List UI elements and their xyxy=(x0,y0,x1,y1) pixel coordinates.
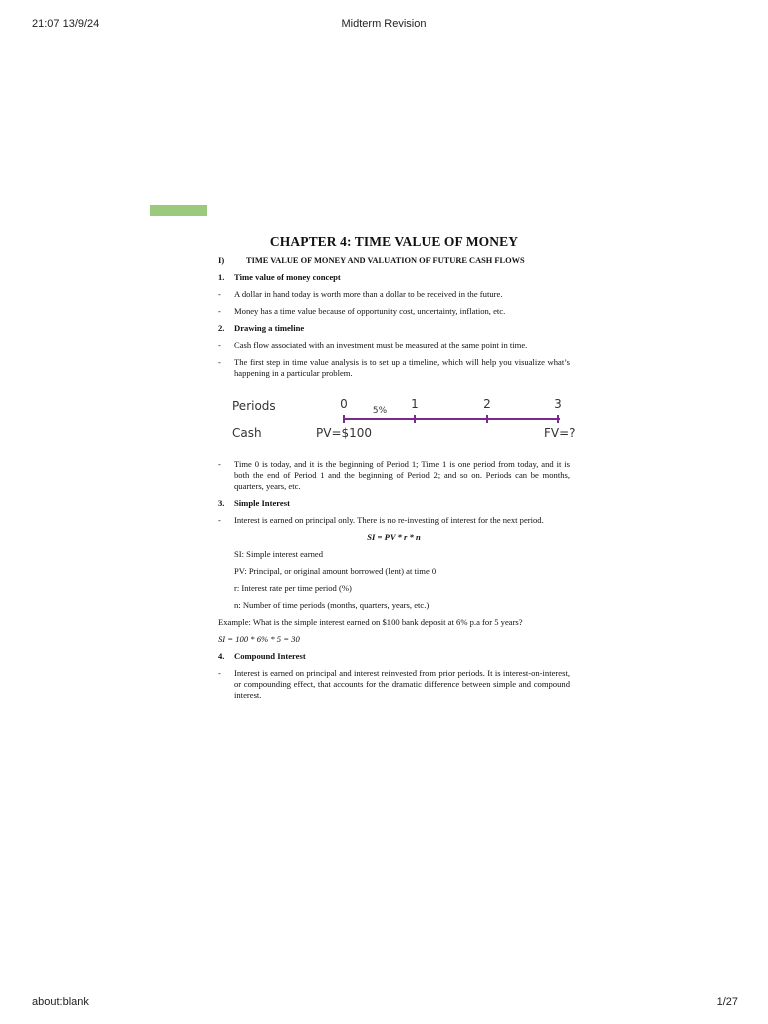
simple-interest-formula: SI = PV * r * n xyxy=(367,532,421,542)
bullet-item xyxy=(218,515,570,526)
section-heading-3 xyxy=(218,498,570,509)
bullet-item xyxy=(218,668,570,701)
bullet-text: Money has a time value because of opportunity cost, uncertainty, inflation, etc. xyxy=(234,306,506,316)
timeline-axis-line xyxy=(343,418,560,420)
part-marker: I) xyxy=(218,255,225,265)
section-marker: 3. xyxy=(218,498,225,508)
section-heading-1 xyxy=(218,272,570,283)
timeline-rate: 5% xyxy=(372,406,388,416)
section-heading-2 xyxy=(218,323,570,334)
bullet-marker: - xyxy=(218,459,221,469)
bullet-text: Cash flow associated with an investment must be measured at the same point in time. xyxy=(234,340,528,350)
timeline-periods-label: Periods xyxy=(232,399,276,413)
section-title: Simple Interest xyxy=(234,498,290,508)
bullet-text: The first step in time value analysis is to set up a timeline, which will help you visualize what’s happening in a particular problem. xyxy=(234,357,570,378)
document-body xyxy=(218,236,570,707)
section-marker: 4. xyxy=(218,651,225,661)
timeline-pv: PV=$100 xyxy=(316,426,373,440)
section-heading-4 xyxy=(218,651,570,662)
part-heading xyxy=(218,255,570,266)
bullet-marker: - xyxy=(218,289,221,299)
bullet-marker: - xyxy=(218,306,221,316)
bullet-marker: - xyxy=(218,668,221,678)
bullet-text: Interest is earned on principal only. There is no re-investing of interest for the next period. xyxy=(234,515,544,525)
timeline-tick xyxy=(486,415,488,423)
definition-pv: PV: Principal, or original amount borrowed (lent) at time 0 xyxy=(234,566,437,576)
bullet-item xyxy=(218,357,570,379)
part-title: TIME VALUE OF MONEY AND VALUATION OF FUTURE CASH FLOWS xyxy=(246,256,525,265)
bullet-item xyxy=(218,289,570,300)
bullet-marker: - xyxy=(218,357,221,367)
timeline-tick xyxy=(343,415,345,423)
bullet-item xyxy=(218,459,570,492)
bullet-text: A dollar in hand today is worth more than a dollar to be received in the future. xyxy=(234,289,503,299)
bullet-text: Time 0 is today, and it is the beginning of Period 1; Time 1 is one period from today, and it is both the end of Period 1 and the beginning of Period 2; and so on. Periods can be months, quarters, years, etc. xyxy=(234,459,570,491)
section-marker: 2. xyxy=(218,323,225,333)
bullet-item xyxy=(218,306,570,317)
example-calculation: SI = 100 * 6% * 5 = 30 xyxy=(218,634,300,644)
timeline-fv: FV=? xyxy=(544,426,576,440)
bullet-text: Interest is earned on principal and interest reinvested from prior periods. It is interest-on-interest, or compounding effect, that accounts for the dramatic difference between simple and compound interest. xyxy=(234,668,570,700)
section-title: Time value of money concept xyxy=(234,272,341,282)
definition-n: n: Number of time periods (months, quarters, years, etc.) xyxy=(234,600,430,610)
timeline-tick xyxy=(557,415,559,423)
timeline-tick xyxy=(414,415,416,423)
definition-r: r: Interest rate per time period (%) xyxy=(234,583,352,593)
print-url: about:blank xyxy=(32,996,89,1008)
bullet-item xyxy=(218,340,570,351)
timeline-point: 3 xyxy=(554,397,562,411)
timeline-diagram xyxy=(218,393,598,447)
timeline-point: 2 xyxy=(483,397,491,411)
bullet-marker: - xyxy=(218,340,221,350)
example-question: Example: What is the simple interest earned on $100 bank deposit at 6% p.a for 5 years? xyxy=(218,617,523,627)
definition-si: SI: Simple interest earned xyxy=(234,549,324,559)
timeline-point: 1 xyxy=(411,397,419,411)
section-title: Compound Interest xyxy=(234,651,306,661)
timeline-cash-label: Cash xyxy=(232,426,262,440)
print-page-title: Midterm Revision xyxy=(341,18,427,30)
timeline-point: 0 xyxy=(340,397,348,411)
section-marker: 1. xyxy=(218,272,225,282)
print-datetime: 21:07 13/9/24 xyxy=(32,18,100,30)
bullet-marker: - xyxy=(218,515,221,525)
print-page-count: 1/27 xyxy=(716,996,738,1008)
green-highlight-bar xyxy=(150,205,207,216)
section-title: Drawing a timeline xyxy=(234,323,305,333)
chapter-title: CHAPTER 4: TIME VALUE OF MONEY xyxy=(269,234,519,249)
